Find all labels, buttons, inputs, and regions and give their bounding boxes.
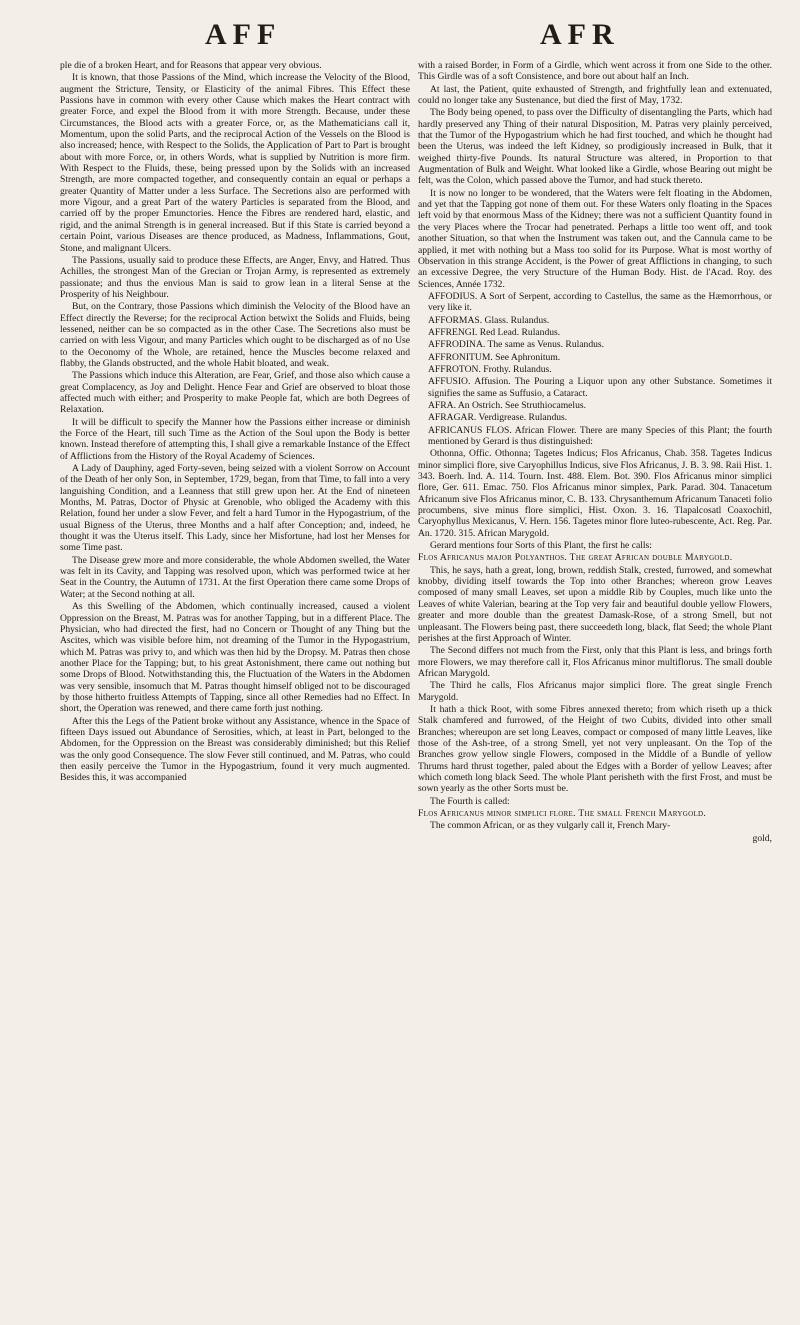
running-head-right: AFR — [540, 18, 620, 51]
paragraph: Gerard mentions four Sorts of this Plant, the first he calls: — [430, 540, 652, 552]
synonym-list: Othonna, Offic. Othonna; Tagetes Indicus; Flos Africanus, Chab. 358. Tagetes Indicus minor simplici flore, sive Caryophillus Indicus, sive Flos Africanus, J. B. 3. 98. Raii Hist. 1. 343. Boerh. Ind. A. 114. Tourn. Inst. 488. Elem. Bot. 390. Flos Africanus minor simplici flore, Ger. 611. Emac. 750. Flos Africanus minor simplex, Park. Parad. 304. Tanacetum Africanum sive Flos Africanus minor, C. B. 133. Chrysanthemum Africanum Tanaceti folio procumbens, sive minus flore simplici, Hist. Oxon. 3. 16. Tlapalcosatl Coaxochitl, Caryophyllus Mexicanus, V. Hern. 156. Tagetes minor flore luteo-rubescente, Act. Reg. Par. An. 1720. 315. African Marygold. — [418, 448, 772, 539]
dictionary-entry: AFFRONITUM. See Aphronitum. — [428, 351, 561, 363]
dictionary-entry: AFRAGAR. Verdigrease. Rulandus. — [428, 412, 568, 424]
running-head-left: AFF — [205, 18, 282, 51]
dictionary-entry: AFFRENGI. Red Lead. Rulandus. — [428, 326, 561, 338]
paragraph: After this the Legs of the Patient broke without any Assistance, whence in the Space of fifteen Days issued out Abundance of Serosities, which, at least in Part, belonged to the Abdomen, for the Oppression on the Breast was considerably diminished; but this Relief was the only good Consequence. The slow Fever still continued, and M. Patras, who could then easily perceive the Tumor in the Hypogastrium, found it very much augmented. Besides this, it was accompanied — [60, 715, 410, 784]
variety-heading: Flos Africanus major Polyanthos. The great African double Marygold. — [418, 552, 733, 564]
dictionary-entry: AFFORMAS. Glass. Rulandus. — [428, 314, 550, 326]
paragraph: It is known, that those Passions of the Mind, which increase the Velocity of the Blood, augment the Stricture, Tensity, or Elasticity of the animal Fibres. This Effect these Passions have in common with every other Cause which makes the Heart contract with greater Force, and expel the Blood from it with more Strength. Because, under these Circumstances, the Blood acts with a greater Force, or, as the Mathematicians call it, Momentum, upon the solid Parts, and the reciprocal Action of the Vessels on the Blood is also increased; hence, with Respect to the Solids, the Application of Part to Part is brought about with more Force, or, in others Words, what is supplied by Nutrition is more firm. With Respect to the Fluids, these, being pressed upon by the Solids with an increased Strength, are more compacted together, and consequently contain an equal or perhaps a greater Quantity of Matter under a less Surface. The Secretions also are performed with more Vigour, and a great Part of the watery Particles is separated from the Blood, and carried off by the proper Emunctories. Hence the Fibres are rendered hard, elastic, and rigid, and the animal Strength is in general increased. But if this State is carried beyond a certain Point, various Diseases are thence produced, as Madness, Inflammations, Gout, Stone, and malignant Ulcers. — [60, 72, 410, 254]
paragraph: The Body being opened, to pass over the Difficulty of disentangling the Parts, which had hardly preserved any Thing of their natural Disposition, M. Patras very plainly perceived, that the Tumor of the Hypogastrium which he had first touched, and which he thought had been the Uterus, was indeed the left Kidney, so prodigiously increased in Bulk, that it weighed thirty-five Pounds. Its natural Structure was altered, in Proportion to that Augmentation of Bulk and Weight. What looked like a Girdle, whose Bearing out might be felt, was the Colon, which passed above the Tumor, and had stuck thereto. — [418, 107, 772, 187]
paragraph: The Second differs not much from the First, only that this Plant is less, and brings forth more Flowers, we may therefore call it, Flos Africanus minor multiflorus. The small double African Marygold. — [418, 645, 772, 679]
paragraph: This, he says, hath a great, long, brown, reddish Stalk, crested, furrowed, and somewhat knobby, dividing itself towards the Top into other Branches; whereon grow Leaves composed of many small Leaves, set upon a middle Rib by Couples, much like unto the Leaves of white Valerian, bearing at the Top very fair and beautiful double yellow Flowers, greater and more double than the greatest Damask-Rose, of a strong Smell, but not unpleasant. The Flowers being past, there succeedeth long, black, flat Seed; the whole Plant perishes at the first Approach of Winter. — [418, 564, 772, 644]
paragraph: It is now no longer to be wondered, that the Waters were felt floating in the Abdomen, and yet that the Tapping got none of them out. For these Waters only floating in the Spaces left void by that enormous Mass of the Kidney; there was not a sufficient Quantity found in the very Places where the Trocar had penetrated. Perhaps a little too went off, and took another Situation, so that when the Instrument was taken out, and the Cannula came to be applied, it met with nothing but a Mass too solid for its Purpose. What is most worthy of Observation in this strange Accident, is the Power of great Afflictions in changing, to such an excessive Degree, the very Structure of the Human Body. Hist. de l'Acad. Roy. des Sciences, Année 1732. — [418, 187, 772, 290]
variety-heading: Flos Africanus minor simplici flore. The small French Marygold. — [418, 808, 707, 819]
paragraph: It will be difficult to specify the Manner how the Passions either increase or diminish the Force of the Heart, till such Time as the Action of the Soul upon the Body is better known. Instead therefore of attempting this, I shall give a remarkable Instance of the Effect of Afflictions from the History of the Royal Academy of Sciences. — [60, 416, 410, 462]
dictionary-entry: AFRA. An Ostrich. See Struthiocamelus. — [428, 399, 587, 411]
variety-heading: The Third he calls, Flos Africanus major simplici flore. The great single French Marygold. — [418, 680, 772, 703]
dictionary-entry: AFFODIUS. A Sort of Serpent, according to Castellus, the same as the Hæmorrhous, or very like it. — [428, 290, 772, 314]
catchword: gold, — [752, 832, 772, 844]
paragraph: with a raised Border, in Form of a Girdle, which went across it from one Side to the other. This Girdle was of a soft Consistence, and bore out about half an Inch. — [418, 60, 772, 83]
paragraph: At last, the Patient, quite exhausted of Strength, and frightfully lean and extenuated, could no longer take any Sustenance, but died the first of May, 1732. — [418, 83, 772, 107]
paragraph: ple die of a broken Heart, and for Reasons that appear very obvious. — [60, 60, 322, 71]
paragraph: The common African, or as they vulgarly call it, French Mary- — [430, 820, 671, 832]
paragraph: The Disease grew more and more considerable, the whole Abdomen swelled, the Water was felt in its Cavity, and Tapping was resolved upon, which was performed twice at her Seat in the Country, the Autumn of 1731. At the first Operation there came some Drops of Water; at the Second nothing at all. — [60, 554, 410, 600]
right-column — [418, 60, 772, 1315]
dictionary-entry: AFFRODINA. The same as Venus. Rulandus. — [428, 339, 605, 351]
paragraph: As this Swelling of the Abdomen, which continually increased, caused a violent Oppression on the Breast, M. Patras was for another Tapping, but in a different Place. The Physician, who had directed the first, had no Concern or Thought of any Thing but the Ascites, which was visible before him, not dreaming of the Tumor in the Hypogastrium, which M. Patras was privy to, and which was then hid by the Dropsy. M. Patras then chose another Place for the Tapping; but, to his great Astonishment, there came out nothing but some Drops of Blood. Notwithstanding this, the Fluctuation of the Waters in the Abdomen was very sensible, insomuch that M. Patras thought himself obliged not to be discouraged by those hitherto fruitless Attempts of Tapping, since all other Remedies had no Effect. In short, the Operation was renewed, and there came forth just nothing. — [60, 601, 410, 715]
paragraph: But, on the Contrary, those Passions which diminish the Velocity of the Blood have an Effect directly the Reverse; for the reciprocal Action betwixt the Solids and Fluids, being lessened, neither can be so compacted as in the other Case. The Secretions also must be carried on with less Vigour, and many Particles which ought to be discharged as of no Use to the Oeconomy of the Whole, are retained, hence the Muscles become relaxed and flabby, the Glands obstructed, and the whole Habit bloated, and weak. — [60, 301, 410, 369]
dictionary-entry: AFFUSIO. Affusion. The Pouring a Liquor upon any other Substance. Sometimes it signifies the same as Suffusio, a Cataract. — [428, 376, 772, 399]
paragraph: The Passions, usually said to produce these Effects, are Anger, Envy, and Hatred. Thus Achilles, the strongest Man of the Grecian or Trojan Army, is represented as extremely passionate; and thus the envious Man is said to grow lean in a literal Sense at the Prosperity of his Neighbour. — [60, 254, 410, 300]
left-column — [60, 60, 410, 1315]
paragraph: A Lady of Dauphiny, aged Forty-seven, being seized with a violent Sorrow on Account of the Death of her only Son, in September, 1729, began, from that Time, to fall into a very languishing Condition, and a Leanness that still grew upon her. At the End of nineteen Months, M. Patras, Doctor of Physic at Grenoble, who obliged the Academy with this Relation, found her under a slow Fever, and felt a hard Tumor in the Hypogastrium, of the usual Bigness of the Uterus, three Months and a half after Conception; and, indeed, he thought it was the Uterus itself. This Lady, since her Misfortune, had lost her Menses for some Time past. — [60, 463, 410, 554]
paragraph: The Passions which induce this Alteration, are Fear, Grief, and those also which cause a great Complacency, as Joy and Delight. Hence Fear and Grief are observed to bloat those affected much with either; and Prosperity to make People fat, which are both Degrees of Relaxation. — [60, 370, 410, 416]
dictionary-entry: AFRICANUS FLOS. African Flower. There are many Species of this Plant; the fourth mentioned by Gerard is thus distinguished: — [428, 424, 772, 447]
dictionary-entry: AFFROTON. Frothy. Rulandus. — [428, 363, 552, 375]
paragraph: It hath a thick Root, with some Fibres annexed thereto; from which riseth up a thick Stalk chamfered and furrowed, of the Height of two Cubits, divided into other small Branches; whereupon are set long Leaves, compact or composed of many little Leaves, like those of the Ash-tree, of a strong Smell, yet not very unpleasant. On the Top of the Branches grow yellow single Flowers, composed in the Middle of a Bundle of yellow Thrums hard thrust together, paled about the Edges with a Border of yellow Leaves; after which cometh long black Seed. The whole Plant perisheth with the first Frost, and must be sown yearly as the other Sorts must be. — [418, 703, 772, 795]
paragraph: The Fourth is called: — [430, 795, 510, 807]
